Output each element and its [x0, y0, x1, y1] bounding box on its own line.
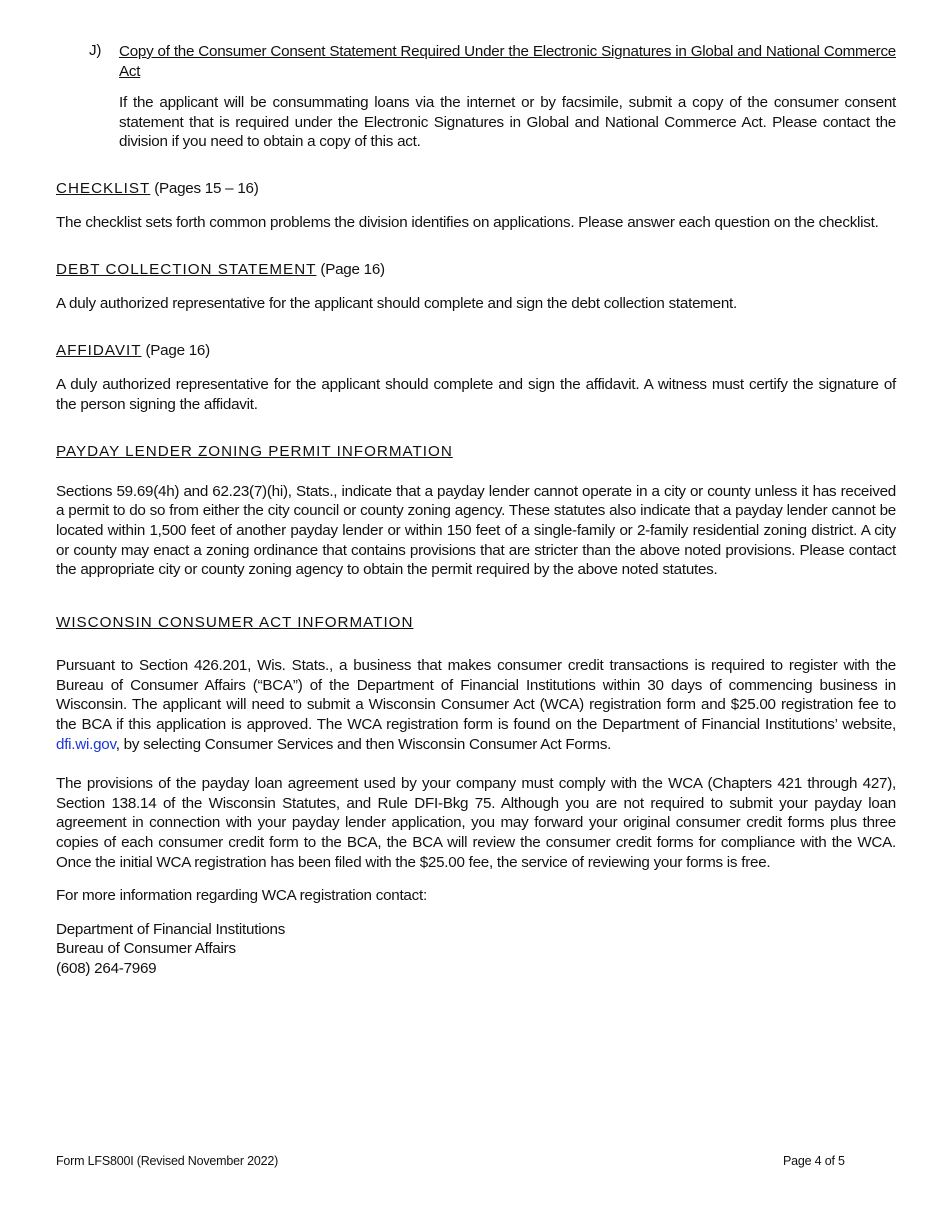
checklist-heading-row [56, 179, 896, 199]
dfi-website-link[interactable]: dfi.wi.gov [56, 735, 116, 753]
zoning-heading: PAYDAY LENDER ZONING PERMIT INFORMATION [56, 443, 453, 461]
debt-body: A duly authorized representative for the applicant should complete and sign the debt collection statement. [56, 294, 738, 312]
debt-heading-row [56, 260, 896, 280]
checklist-heading: CHECKLIST [56, 179, 151, 197]
zoning-body: Sections 59.69(4h) and 62.23(7)(hi), Stats., indicate that a payday lender cannot operate in a city or county unless it has received a permit to do so from either the city council or county zoning agency. These statutes also indicate that a payday lender cannot be located within 1,500 feet of another payday lender or within 150 feet of a single-family or 2-family residential zoning district. A city or county may enact a zoning ordinance that contains provisions that are stricter than the above noted provisions. Please contact the appropriate city or county zoning agency to obtain the permit required by the above noted statutes. [56, 482, 896, 579]
wca-heading-row [56, 613, 896, 633]
item-j-title: Copy of the Consumer Consent Statement Required Under the Electronic Signatures in Global and National Commerce Act [119, 43, 896, 80]
contact-line: Department of Financial Institutions [56, 920, 286, 938]
contact-line: (608) 264-7969 [56, 960, 157, 977]
item-j [56, 42, 896, 152]
footer-form-id: Form LFS800I (Revised November 2022) [56, 1154, 279, 1168]
wca-paragraph-2: The provisions of the payday loan agreement used by your company must comply with the WCA (Chapters 421 through 427), Section 138.14 of the Wisconsin Statutes, and Rule DFI-Bkg 75. Although you are not required to submit your payday loan agreement in connection with your payday lender application, you may forward your original consumer credit forms plus three copies of each consumer credit form to the BCA, the BCA will review the consumer credit forms for compliance with the WCA. Once the initial WCA registration has been filed with the $25.00 fee, the service of reviewing your forms is free. [56, 775, 896, 871]
wca-contact-block [56, 920, 896, 979]
wca-paragraph-3: For more information regarding WCA registration contact: [56, 887, 427, 905]
checklist-body: The checklist sets forth common problems the division identifies on applications. Please answer each question on the checklist. [56, 213, 879, 231]
affidavit-heading-row [56, 341, 896, 361]
checklist-pages: (Pages 15 – 16) [150, 179, 259, 197]
contact-line: Bureau of Consumer Affairs [56, 940, 236, 958]
debt-heading: DEBT COLLECTION STATEMENT [56, 261, 317, 279]
affidavit-body: A duly authorized representative for the applicant should complete and sign the affidavit. A witness must certify the signature of the person signing the affidavit. [56, 375, 896, 413]
affidavit-pages: (Page 16) [141, 342, 210, 360]
debt-pages: (Page 16) [316, 261, 385, 279]
affidavit-heading: AFFIDAVIT [56, 342, 142, 360]
zoning-heading-row [56, 442, 896, 462]
document-page [56, 42, 896, 979]
item-j-body: If the applicant will be consummating loans via the internet or by facsimile, submit a copy of the consumer consent statement that is required under the Electronic Signatures in Global and National Commerce Act. Please contact the division if you need to obtain a copy of this act. [119, 94, 896, 151]
wca-paragraph-1: Pursuant to Section 426.201, Wis. Stats., a business that makes consumer credit transactions is required to register with the Bureau of Consumer Affairs (“BCA”) of the Department of Financial Institutions within 30 days of commencing business in Wisconsin. The applicant will need to submit a Wisconsin Consumer Act (WCA) registration form and $25.00 registration fee to the BCA if this application is approved. The WCA registration form is found on the Department of Financial Institutions’ website, dfi.wi.gov, by selecting Consumer Services and then Wisconsin Consumer Act Forms. [56, 657, 896, 753]
wca-heading: WISCONSIN CONSUMER ACT INFORMATION [56, 613, 414, 631]
footer-page-number: Page 4 of 5 [783, 1154, 845, 1168]
item-j-label: J) [89, 42, 102, 59]
